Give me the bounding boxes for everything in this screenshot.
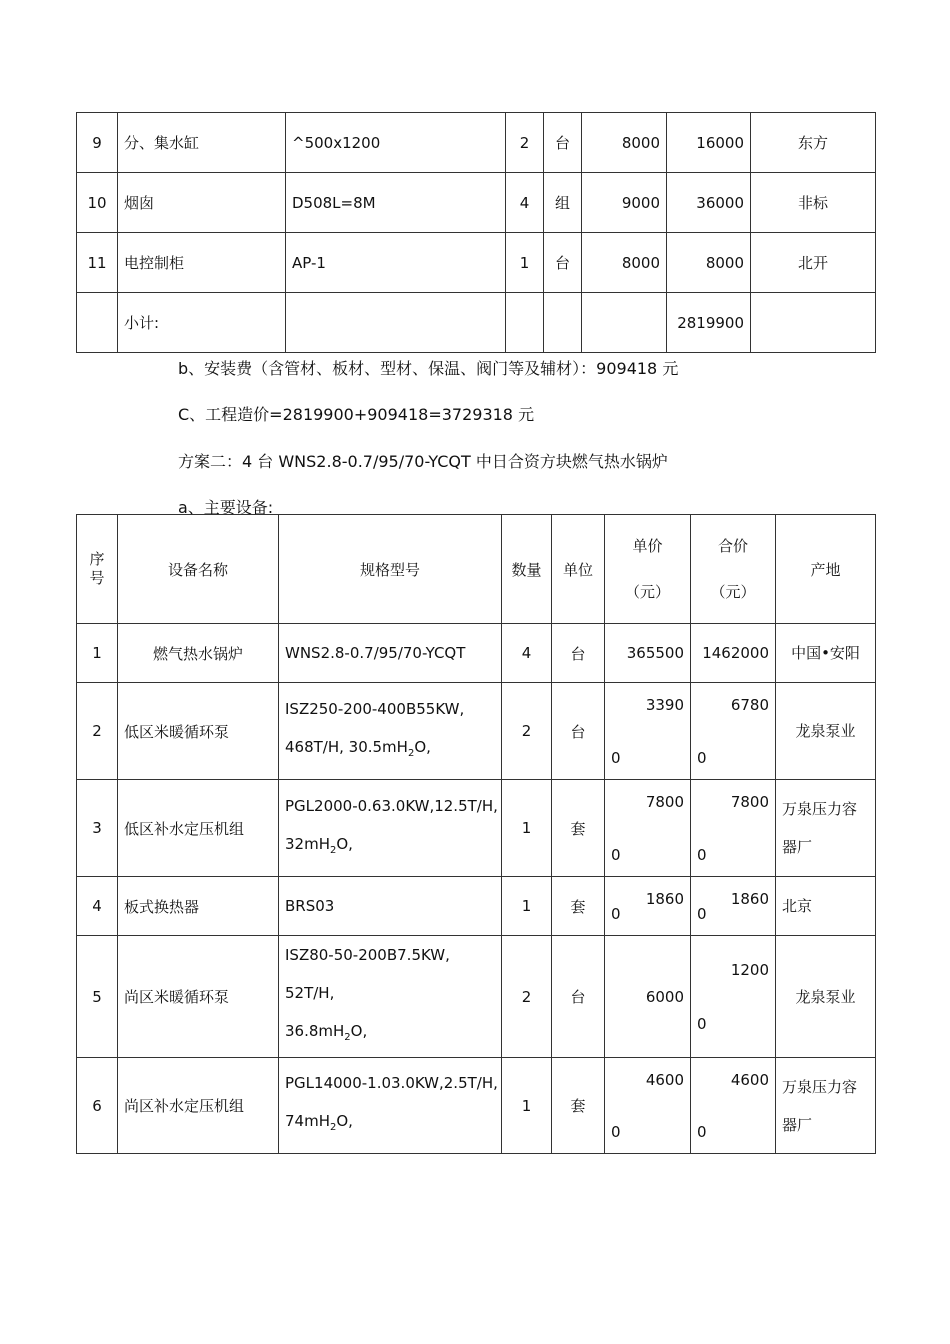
- spec-subscript: 2: [329, 844, 337, 856]
- cell-origin: [776, 877, 876, 936]
- cell-price: 8000: [582, 233, 667, 293]
- cell-origin: [776, 624, 876, 683]
- header-name: 设备名称: [118, 515, 279, 624]
- cell-total: [691, 624, 776, 683]
- cell-origin: [776, 936, 876, 1058]
- cell-unit: 组: [544, 173, 582, 233]
- table-row: [77, 780, 876, 877]
- cell-qty: 2: [502, 683, 552, 780]
- cell-spec: [279, 1058, 502, 1154]
- cell-price: 9000: [582, 173, 667, 233]
- table-row: [77, 233, 876, 293]
- cell-spec: [279, 683, 502, 780]
- spec-text: 36.8mH: [285, 1022, 345, 1040]
- spec-subscript: 2: [407, 747, 415, 759]
- origin-line-1: 龙泉泵业: [795, 987, 856, 1006]
- cell-qty: 4: [506, 173, 544, 233]
- cell-spec: [279, 624, 502, 683]
- price-value-bottom: 0: [611, 748, 621, 767]
- price-value-top: 3390: [645, 695, 684, 714]
- cell-no: 11: [77, 233, 118, 293]
- price-value-top: 7800: [645, 792, 684, 811]
- header-no: 序号: [89, 550, 105, 587]
- header-total: 合价: [717, 537, 748, 555]
- spec-text: 468T/H, 30.5mH: [285, 737, 408, 756]
- cell-no: 6: [77, 1058, 118, 1154]
- table-row: [77, 877, 876, 936]
- cell-name: 低区补水定压机组: [118, 780, 279, 877]
- cell-total: 36000: [667, 173, 751, 233]
- plan-two-heading: 方案二：4 台 WNS2.8-0.7/95/70-YCQT 中日合资方块燃气热水锅炉: [178, 452, 668, 471]
- spec-text-end: O,: [414, 737, 431, 756]
- cell-price: [605, 780, 691, 877]
- total-value-top: 4600: [730, 1070, 769, 1089]
- total-value-top: 1200: [730, 960, 769, 979]
- cell-qty: 1: [506, 233, 544, 293]
- header-price: 单价: [632, 537, 663, 555]
- subtotal-row: [77, 293, 876, 353]
- table-row: [77, 1058, 876, 1154]
- cell-total: [691, 780, 776, 877]
- spec-line-1: ISZ80-50-200B7.5KW, 52T/H,: [285, 946, 450, 1002]
- cell-qty: 1: [502, 780, 552, 877]
- cell-no: 10: [77, 173, 118, 233]
- main-equipment-heading: a、主要设备:: [178, 498, 274, 517]
- total-value-bottom: 0: [697, 748, 707, 767]
- cell-unit: 套: [552, 877, 605, 936]
- cell-name: 电控制柜: [118, 233, 286, 293]
- total-value-top: 6780: [730, 695, 769, 714]
- cell-qty: 2: [506, 113, 544, 173]
- total-value-top: 7800: [730, 792, 769, 811]
- cell-total: [691, 683, 776, 780]
- total-value-bottom: 0: [697, 845, 707, 864]
- spec-text: 74mH: [285, 1112, 330, 1130]
- cell-origin: [776, 780, 876, 877]
- origin-line-1: 万泉压力容: [782, 1077, 858, 1096]
- spec-subscript: 2: [344, 1032, 351, 1043]
- spec-text: 32mH: [285, 834, 330, 853]
- cell-unit: 套: [552, 1058, 605, 1154]
- equipment-table: [76, 514, 876, 1154]
- cell-origin: 东方: [751, 113, 876, 173]
- cell-spec: [279, 877, 502, 936]
- cell-price: [605, 683, 691, 780]
- cell-name: 分、集水缸: [118, 113, 286, 173]
- cell-unit: 台: [552, 624, 605, 683]
- cell-no: 3: [77, 780, 118, 877]
- cell-no: 5: [77, 936, 118, 1058]
- cell-qty: 2: [502, 936, 552, 1058]
- origin-line-1: 龙泉泵业: [795, 722, 856, 740]
- spec-subscript: 2: [329, 1122, 337, 1133]
- cell-no: 4: [77, 877, 118, 936]
- header-price-unit: （元）: [624, 583, 670, 601]
- subtotal-value: 2819900: [667, 293, 751, 353]
- cell-name: 烟囱: [118, 173, 286, 233]
- cell-spec: D508L=8M: [286, 173, 506, 233]
- cell-qty: 1: [502, 877, 552, 936]
- cell-price: [605, 1058, 691, 1154]
- cell-total: 8000: [667, 233, 751, 293]
- cell-total: [691, 1058, 776, 1154]
- total-value-bottom: 0: [697, 1014, 707, 1033]
- cell-unit: 台: [552, 936, 605, 1058]
- cell-price: [605, 936, 691, 1058]
- spec-line-1: PGL2000-0.63.0KW,12.5T/H,: [285, 796, 498, 815]
- cell-origin: [776, 1058, 876, 1154]
- spec-text-end: O,: [336, 1112, 353, 1130]
- cell-total: 16000: [667, 113, 751, 173]
- table-row: [77, 624, 876, 683]
- price-value-bottom: 0: [611, 904, 621, 923]
- spec-line-1: PGL14000-1.03.0KW,2.5T/H,: [285, 1074, 498, 1092]
- price-value-bottom: 0: [611, 1122, 621, 1141]
- cell-unit: 台: [544, 113, 582, 173]
- spec-line-2: [279, 728, 501, 773]
- spec-line-1: WNS2.8-0.7/95/70-YCQT: [285, 644, 466, 662]
- origin-line-2: 器厂: [782, 1115, 813, 1134]
- price-value-top: 1860: [645, 889, 684, 908]
- cell-unit: 台: [552, 683, 605, 780]
- cell-total: [691, 936, 776, 1058]
- cell-price: [605, 624, 691, 683]
- cell-origin: 非标: [751, 173, 876, 233]
- spec-text-end: O,: [336, 834, 353, 853]
- cell-no: 9: [77, 113, 118, 173]
- cell-price: 8000: [582, 113, 667, 173]
- header-total-unit: （元）: [710, 583, 756, 601]
- total-value-bottom: 0: [697, 904, 707, 923]
- cell-no: 1: [77, 624, 118, 683]
- header-unit: 单位: [552, 515, 605, 624]
- project-cost-text: C、工程造价=2819900+909418=3729318 元: [178, 405, 535, 424]
- cell-name: 燃气热水锅炉: [118, 624, 279, 683]
- cell-spec: [279, 936, 502, 1058]
- origin-line-1: 北京: [782, 897, 813, 915]
- subtotal-label: 小计:: [118, 293, 286, 353]
- spec-line-1: BRS03: [285, 897, 335, 915]
- price-value: 6000: [645, 987, 684, 1006]
- cell-spec: [279, 780, 502, 877]
- cell-unit: 台: [544, 233, 582, 293]
- header-qty: 数量: [502, 515, 552, 624]
- cell-origin: [776, 683, 876, 780]
- cell-name: 尚区米暖循环泵: [118, 936, 279, 1058]
- cell-origin: 北开: [751, 233, 876, 293]
- installation-fee-text: b、安装费（含管材、板材、型材、保温、阀门等及辅材）：909418 元: [178, 359, 679, 378]
- table-row: [77, 936, 876, 1058]
- cell-name: 尚区补水定压机组: [118, 1058, 279, 1154]
- cell-name: 低区米暖循环泵: [118, 683, 279, 780]
- spec-line-2: [279, 1012, 501, 1057]
- cell-qty: 1: [502, 1058, 552, 1154]
- total-value: 1462000: [702, 644, 769, 662]
- cell-unit: 套: [552, 780, 605, 877]
- cell-qty: 4: [502, 624, 552, 683]
- spec-text-end: O,: [350, 1022, 368, 1040]
- total-value-top: 1860: [730, 889, 769, 908]
- price-value-bottom: 0: [611, 845, 621, 864]
- table-row: [77, 113, 876, 173]
- origin-line-1: 中国•安阳: [791, 644, 860, 662]
- origin-line-1: 万泉压力容: [782, 800, 858, 818]
- cell-no: 2: [77, 683, 118, 780]
- cell-price: [605, 877, 691, 936]
- origin-line-2: 器厂: [782, 838, 813, 856]
- table-header-row: [77, 515, 876, 624]
- equipment-table-continued: [76, 112, 876, 353]
- cell-name: 板式换热器: [118, 877, 279, 936]
- total-value-bottom: 0: [697, 1122, 707, 1141]
- header-spec: 规格型号: [279, 515, 502, 624]
- spec-line-2: [279, 825, 501, 870]
- header-origin: 产地: [776, 515, 876, 624]
- spec-line-1: ISZ250-200-400B55KW,: [285, 699, 465, 718]
- table-row: [77, 173, 876, 233]
- cell-total: [691, 877, 776, 936]
- cell-spec: ^500x1200: [286, 113, 506, 173]
- price-value: 365500: [626, 644, 684, 662]
- cell-spec: AP-1: [286, 233, 506, 293]
- price-value-top: 4600: [645, 1070, 684, 1089]
- table-row: [77, 683, 876, 780]
- spec-line-2: [279, 1102, 501, 1147]
